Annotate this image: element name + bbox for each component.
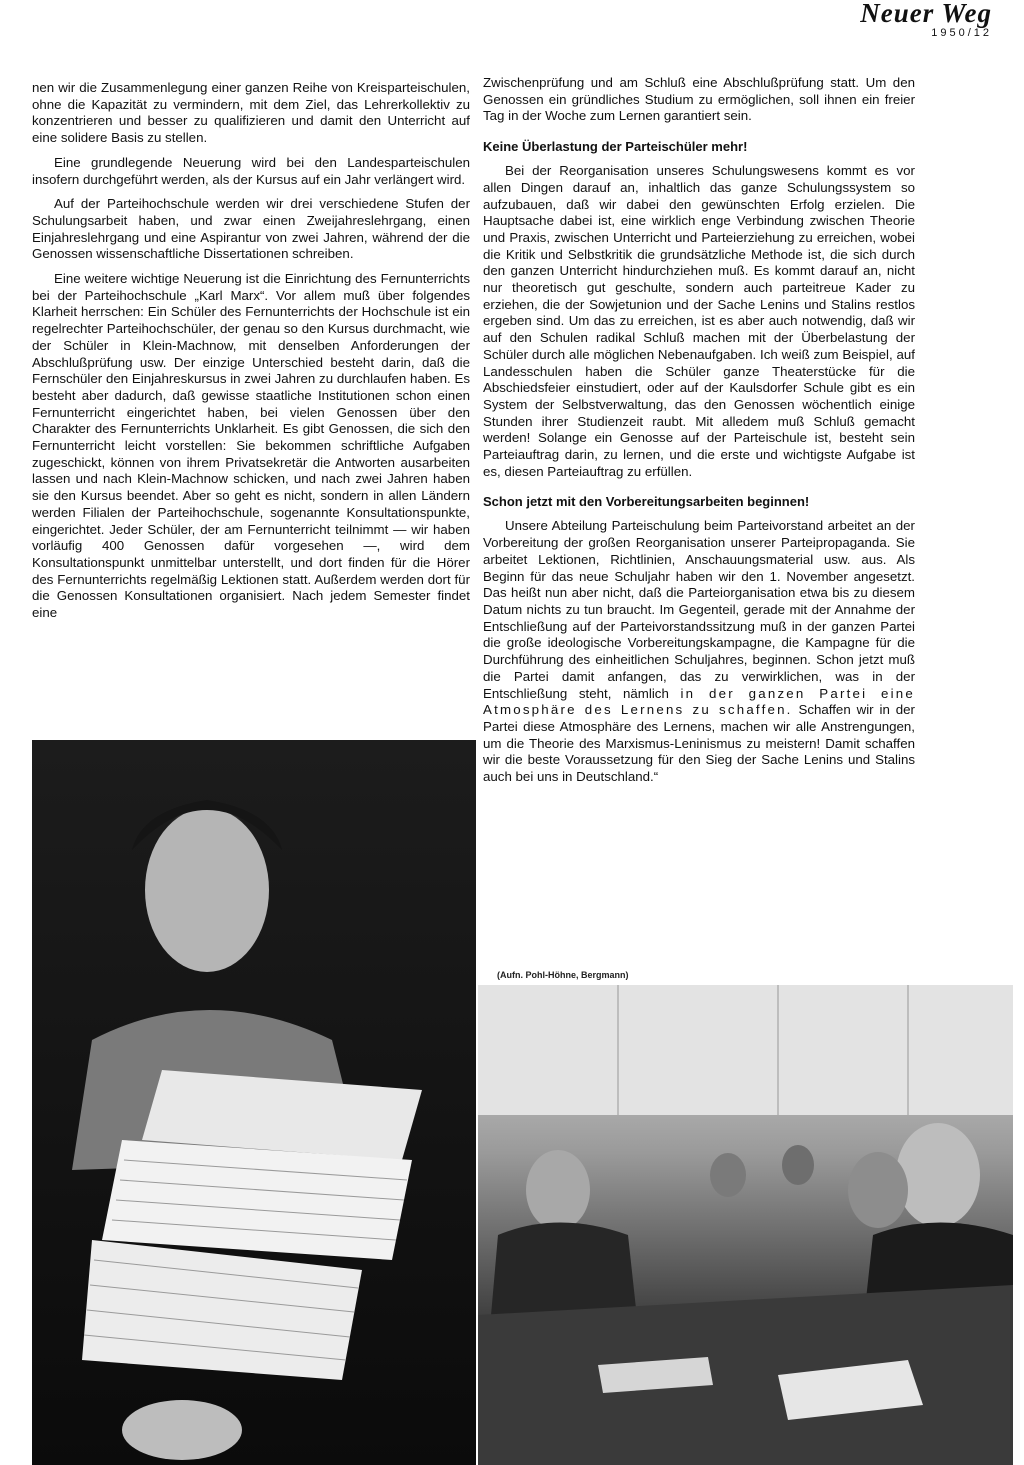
- masthead: [860, 0, 992, 40]
- photo-classroom: [478, 985, 1013, 1465]
- photo-classroom-shapes: [478, 985, 1013, 1465]
- background-student-head: [710, 1153, 746, 1197]
- emphasized-text: in der ganzen Partei eine Atmosphäre des Lernens zu schaffen.: [483, 685, 915, 718]
- paragraph: Auf der Parteihochschule werden wir drei verschiedene Stufen der Schulungsarbeit haben, und zwar einen Zweijahreslehrgang, einen Einjahreslehrgang und eine Aspirantur von zwei Jahren, während der die Genossen wissenschaftliche Dissertationen schreiben.: [32, 196, 470, 262]
- woman-head-shape: [896, 1123, 980, 1227]
- paragraph: Eine grundlegende Neuerung wird bei den Landesparteischulen insofern durchgeführt werden, als der Kursus auf ein Jahr verlängert wird.: [32, 154, 470, 187]
- ceiling-area: [478, 985, 1013, 1115]
- photo-caption: (Aufn. Pohl-Höhne, Bergmann): [497, 970, 629, 980]
- face-shape: [145, 808, 269, 972]
- paragraph: nen wir die Zusammenlegung einer ganzen Reihe von Kreisparteischulen, ohne die Kapazität zu vermindern, mit dem Ziel, das Lehrerkollektiv zu konzentrieren und besser zu qualifizieren und damit den Unterricht auf eine solidere Basis zu stellen.: [32, 80, 470, 146]
- magazine-title: Neuer Weg: [860, 0, 992, 28]
- section-heading: Keine Überlastung der Parteischüler mehr!: [483, 139, 748, 155]
- student-head-shape: [848, 1152, 908, 1228]
- section-heading: Schon jetzt mit den Vorbereitungsarbeiten beginnen!: [483, 494, 810, 510]
- hand-shape: [122, 1400, 242, 1460]
- right-column: [483, 75, 915, 794]
- left-column: [32, 80, 470, 630]
- paragraph: Zwischenprüfung und am Schluß eine Abschlußprüfung statt. Um den Genossen ein gründliches Studium zu ermöglichen, soll ihnen ein freier Tag in der Woche zum Lernen garantiert sein.: [483, 75, 915, 124]
- desk-surface: [478, 1285, 1013, 1465]
- paragraph: Bei der Reorganisation unseres Schulungswesens kommt es vor allen Dingen darauf an, inhaltlich das ganze Schulungssystem so aufzubauen, daß wir dabei den gewünschten Erfolg erzielen. Die Hauptsache dabei ist, eine wirklich enge Verbindung zwischen Theorie und Praxis, zwischen Unterricht und Parteierziehung zu erreichen, wobei die Kritik und Selbstkritik die grundsätzliche Methode ist, die sich durch den ganzen Unterricht hindurchziehen muß. Es kommt darauf an, nicht nur theoretisch gut geschulte, sondern auch parteitreue Kader zu erziehen, die der Sowjetunion und der Sache Lenins und Stalins restlos ergeben sind. Um das zu erreichen, ist es aber auch notwendig, daß wir auf den Schulen radikal Schluß machen mit der Überbelastung der Schüler durch alle möglichen Nebenaufgaben. Ich weiß zum Beispiel, auf Landesschulen haben die Schüler ganze Theaterstücke für die Abschiedsfeier einstudiert, oder auf der Kaulsdorfer Schule gibt es ein System der Selbstverwaltung, das den Genossen wöchentlich einige Stunden ihrer Studienzeit raubt. Mit alledem muß Schluß gemacht werden! Solange ein Genosse auf der Parteischule ist, besteht sein Parteiauftrag darin, zu lernen, und die erste und wichtigste Aufgabe ist es, diesen Parteiauftrag zu erfüllen.: [483, 163, 915, 479]
- photo-woman-with-books: [32, 740, 476, 1465]
- background-student-head: [782, 1145, 814, 1185]
- issue-number: 1950/12: [931, 27, 992, 39]
- photo-woman-with-books-shapes: [32, 740, 476, 1465]
- man-head-shape: [526, 1150, 590, 1230]
- paragraph-text: Unsere Abteilung Parteischulung beim Parteivorstand arbeitet an der Vorbereitung der großen Reorganisation unserer Parteipropaganda. Sie arbeitet Lektionen, Richtlinien, Anschauungsmaterial usw. aus. Als Beginn für das neue Schuljahr haben wir den 1. November angesetzt. Das heißt nun aber nicht, daß die Parteiorganisation etwa bis zu diesem Datum nichts zu tun braucht. Im Gegenteil, gerade mit der Annahme der Entschließung auf der Parteivorstandssitzung muß in der ganzen Partei die große ideologische Vorbereitungskampagne, die Kampagne für die Durchführung des einheitlichen Schuljahres, beginnen. Schon jetzt muß die Partei damit anfangen, das zu verwirklichen, was in der Entschließung steht, nämlich: [483, 518, 915, 701]
- paragraph: [483, 518, 915, 785]
- paragraph-text: Schaffen wir in der Partei diese Atmosphäre des Lernens, machen wir alle Anstrengungen, um die Theorie des Marxismus-Leninismus zu meistern! Damit schaffen wir die beste Voraussetzung für den Sieg der Sache Lenins und Stalins auch bei uns in Deutschland.“: [483, 702, 915, 785]
- book-stack-bottom: [82, 1240, 362, 1380]
- book-stack-middle: [102, 1140, 412, 1260]
- paragraph: Eine weitere wichtige Neuerung ist die Einrichtung des Fernunterrichts bei der Parteihochschule „Karl Marx“. Vor allem muß über folgendes Klarheit herrschen: Ein Schüler des Fernunterrichts der Hochschule ist ein regelrechter Parteihochschüler, der genau so den Kursus durchmacht, wie der Schüler in Klein-Machnow, mit denselben Anforderungen der Abschlußprüfung usw. Der einzige Unterschied besteht darin, daß die Fernschüler den Einjahreskursus in zwei Jahren zu durchlaufen haben. Es besteht aber dadurch, daß gewisse staatliche Institutionen schon einen Fernunterricht eingerichtet haben, bei vielen Genossen über den Charakter des Fernunterrichts Unklarheit. Es gibt Genossen, die sich den Fernunterricht leicht vorstellen: Sie bekommen schriftliche Aufgaben zugeschickt, können von ihrem Privatsekretär die Antworten ausarbeiten lassen und nach Klein-Machnow schicken, und nach zwei Jahren haben sie den Kursus beendet. Aber so geht es nicht, sondern in allen Ländern werden Filialen der Parteihochschule, sogenannte Konsultationspunkte, eingerichtet. Jeder Schüler, der am Fernunterricht teilnimmt — wir haben vorläufig 400 Genossen dafür vorgesehen —, wird dem Konsultationspunkt unmittelbar unterstellt, und dort finden für die Hörer des Fernunterrichts regelmäßig Lektionen statt. Außerdem werden dort für die Genossen Konsultationen organisiert. Nach jedem Semester findet eine: [32, 271, 470, 621]
